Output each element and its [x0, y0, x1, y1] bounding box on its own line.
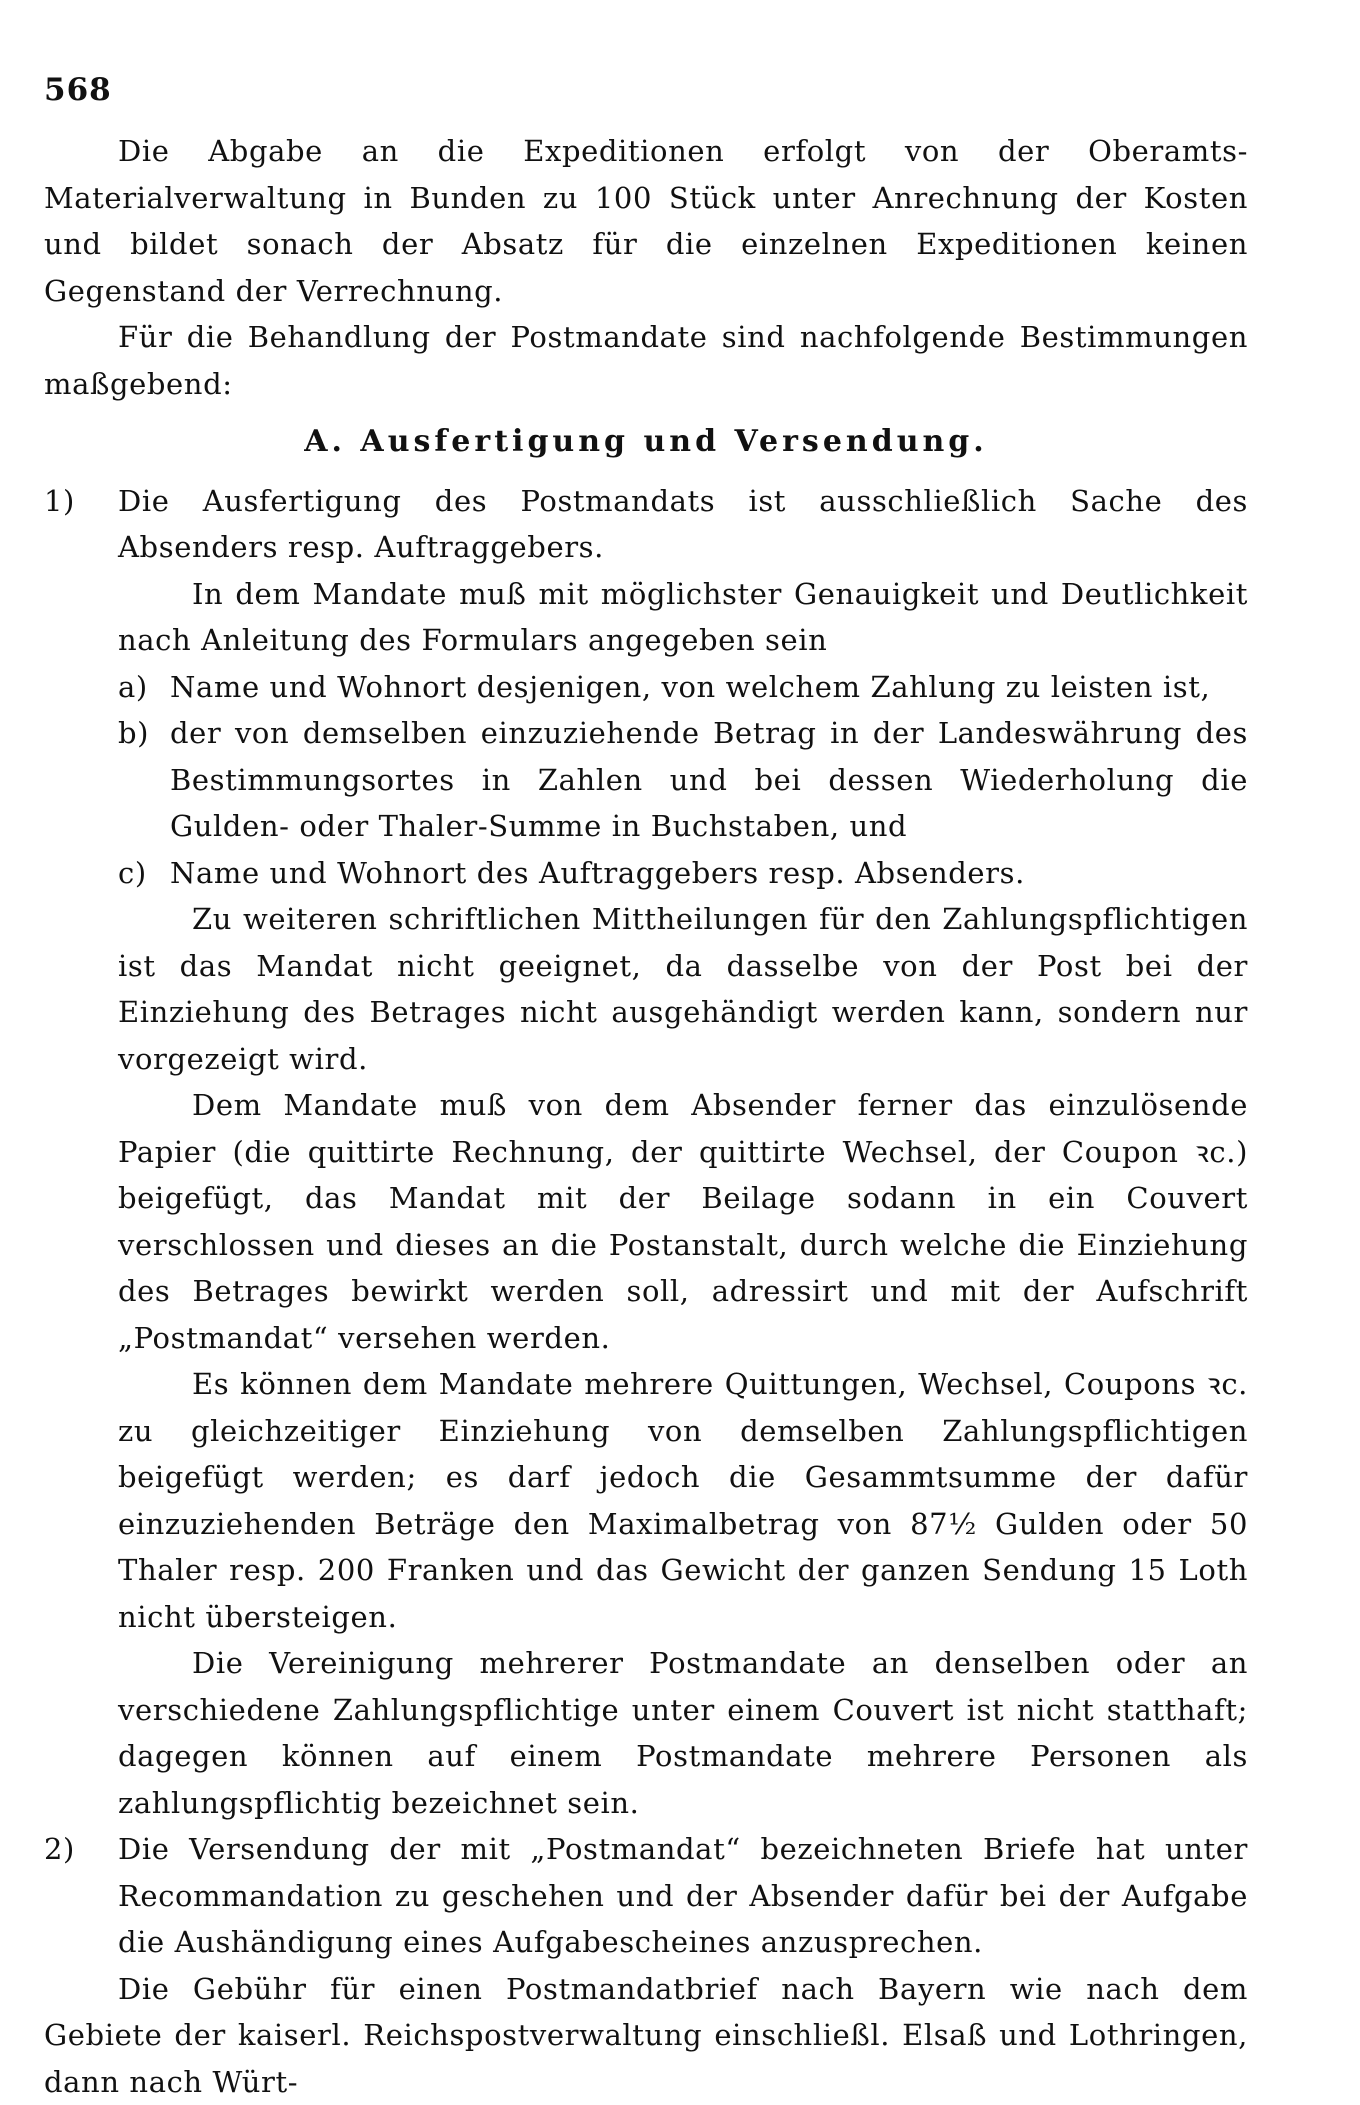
numbered-item-2 [44, 1826, 1248, 1966]
paragraph: In dem Mandate muß mit möglichster Genauigkeit und Deutlichkeit nach Anleitung des Formulars angegeben sein [118, 571, 1248, 664]
sub-item-letter: c) [118, 850, 170, 897]
sub-item-letter: a) [118, 664, 170, 711]
paragraph: Es können dem Mandate mehrere Quittungen, Wechsel, Coupons ꝛc. zu gleichzeitiger Einziehung von demselben Zahlungspflichtigen beigefügt werden; es darf jedoch die Gesammtsumme der dafür einzuziehenden Beträge den Maximalbetrag von 87½ Gulden oder 50 Thaler resp. 200 Franken und das Gewicht der ganzen Sendung 15 Loth nicht übersteigen. [118, 1361, 1248, 1640]
intro-paragraph: Die Abgabe an die Expeditionen erfolgt von der Oberamts-Materialverwaltung in Bunden zu 100 Stück unter Anrechnung der Kosten und bildet sonach der Absatz für die einzelnen Expeditionen keinen Gegenstand der Verrechnung. [44, 128, 1248, 314]
section-heading: A. Ausfertigung und Versendung. [44, 419, 1248, 466]
paragraph: Dem Mandate muß von dem Absender ferner das einzulösende Papier (die quittirte Rechnung, der quittirte Wechsel, der Coupon ꝛc.) beigefügt, das Mandat mit der Beilage sodann in ein Couvert verschlossen und dieses an die Postanstalt, durch welche die Einziehung des Betrages bewirkt werden soll, adressirt und mit der Aufschrift „Postmandat“ versehen werden. [118, 1082, 1248, 1361]
sub-list [118, 664, 1248, 897]
sub-item-letter: b) [118, 710, 170, 850]
sub-item-a [118, 664, 1248, 711]
final-paragraph: Die Gebühr für einen Postmandatbrief nach Bayern wie nach dem Gebiete der kaiserl. Reichspostverwaltung einschließl. Elsaß und Lothringen, dann nach Würt- [44, 1966, 1248, 2105]
item-body [118, 1826, 1248, 1966]
sub-item-c [118, 850, 1248, 897]
paragraph: Die Vereinigung mehrerer Postmandate an denselben oder an verschiedene Zahlungspflichtige unter einem Couvert ist nicht statthaft; dagegen können auf einem Postmandate mehrere Personen als zahlungspflichtig bezeichnet sein. [118, 1640, 1248, 1826]
body-text [44, 128, 1248, 2105]
page-number: 568 [44, 72, 112, 108]
sub-item-text: Name und Wohnort des Auftraggebers resp. Absenders. [170, 850, 1248, 897]
sub-item-text: der von demselben einzuziehende Betrag in der Landeswährung des Bestimmungsortes in Zahlen und bei dessen Wiederholung die Gulden- oder Thaler-Summe in Buchstaben, und [170, 710, 1248, 850]
numbered-item-1 [44, 478, 1248, 664]
sub-item-text: Name und Wohnort desjenigen, von welchem Zahlung zu leisten ist, [170, 664, 1248, 711]
item-lead: Die Versendung der mit „Postmandat“ bezeichneten Briefe hat unter Recommandation zu geschehen und der Absender dafür bei der Aufgabe die Aushändigung eines Aufgabescheines anzusprechen. [118, 1826, 1248, 1966]
intro-paragraph-2: Für die Behandlung der Postmandate sind nachfolgende Bestimmungen maßgebend: [44, 314, 1248, 407]
item-1-continuation [118, 896, 1248, 1826]
item-body [118, 478, 1248, 664]
paragraph: Zu weiteren schriftlichen Mittheilungen für den Zahlungspflichtigen ist das Mandat nicht geeignet, da dasselbe von der Post bei der Einziehung des Betrages nicht ausgehändigt werden kann, sondern nur vorgezeigt wird. [118, 896, 1248, 1082]
item-lead: Die Ausfertigung des Postmandats ist ausschließlich Sache des Absenders resp. Auftraggebers. [118, 478, 1248, 571]
item-number: 1) [44, 478, 118, 664]
sub-item-b [118, 710, 1248, 850]
item-number: 2) [44, 1826, 118, 1966]
